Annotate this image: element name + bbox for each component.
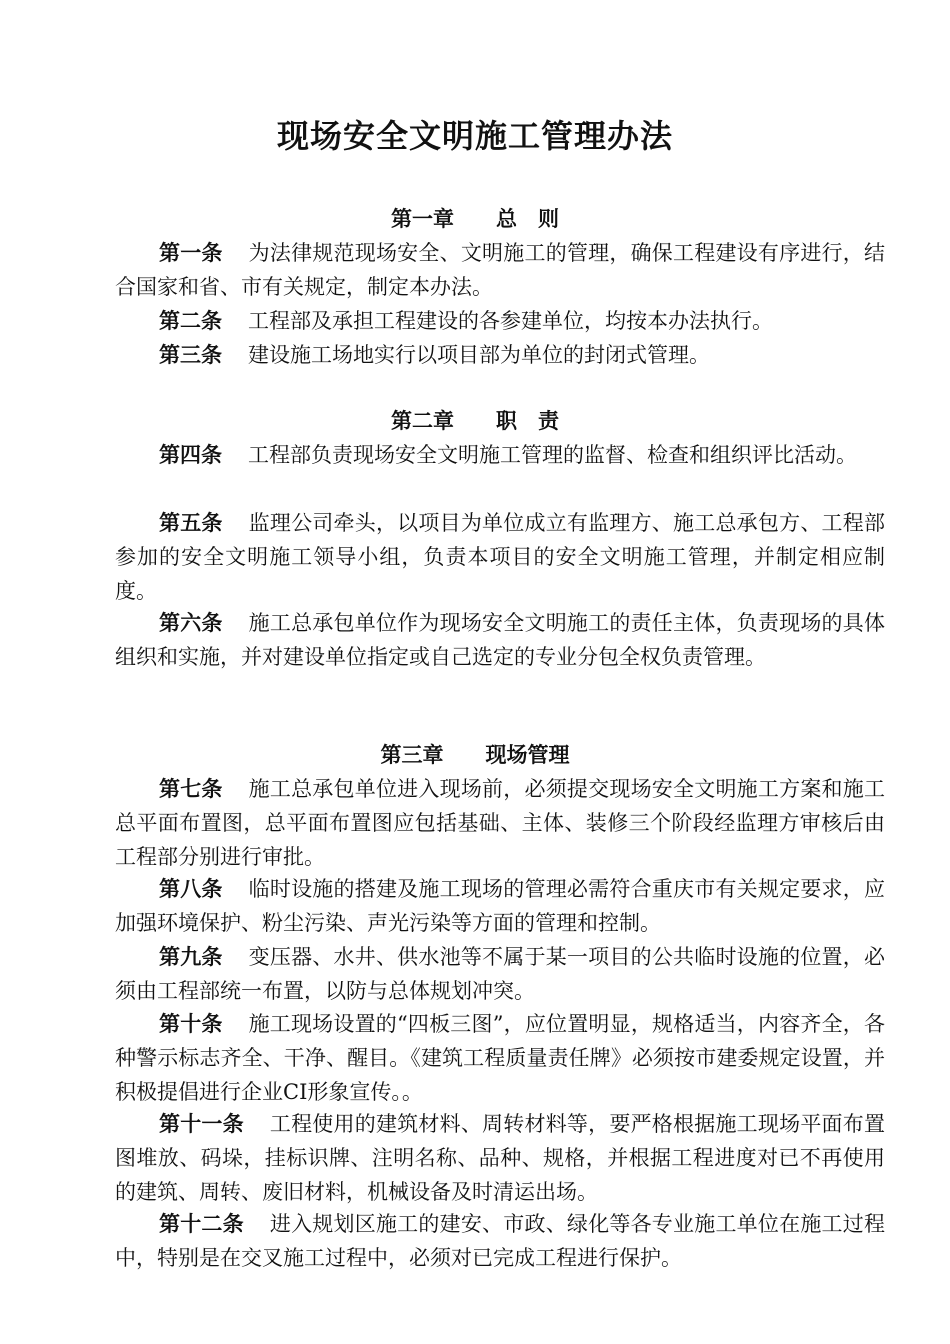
- article-number: 第十二条: [159, 1212, 244, 1236]
- article-text: 施工总承包单位作为现场安全文明施工的责任主体，负责现场的具体组织和实施，并对建设单位指定或自己选定的专业分包全权负责管理。: [115, 611, 885, 669]
- article-number: 第五条: [159, 511, 223, 535]
- article-number: 第七条: [159, 777, 223, 801]
- article-paragraph: [115, 1007, 885, 1109]
- article-paragraph: [115, 438, 885, 472]
- article-paragraph: [115, 338, 885, 372]
- article-paragraph: [115, 606, 885, 674]
- article-paragraph: [115, 872, 885, 940]
- article-number: 第十一条: [159, 1112, 244, 1136]
- article-text: 变压器、水井、供水池等不属于某一项目的公共临时设施的位置，必须由工程部统一布置，以防与总体规划冲突。: [115, 945, 885, 1003]
- article-paragraph: [115, 940, 885, 1008]
- article-text: 施工现场设置的“四板三图”，应位置明显，规格适当，内容齐全，各种警示标志齐全、干净、醒目。《建筑工程质量责任牌》必须按市建委规定设置，并积极提倡进行企业CI形象宣传。。: [115, 1012, 885, 1104]
- article-number: 第三条: [159, 343, 222, 367]
- article-number: 第二条: [159, 309, 222, 333]
- article-paragraph: [115, 236, 885, 304]
- chapter-heading: 第一章 总 则: [391, 207, 559, 231]
- chapter-heading: 第二章 职 责: [391, 409, 559, 433]
- article-number: 第八条: [159, 877, 223, 901]
- article-paragraph: [115, 1107, 885, 1209]
- article-text: 建设施工场地实行以项目部为单位的封闭式管理。: [248, 343, 710, 367]
- article-text: 工程部负责现场安全文明施工管理的监督、检查和组织评比活动。: [248, 443, 857, 467]
- article-text: 进入规划区施工的建安、市政、绿化等各专业施工单位在施工过程中，特别是在交叉施工过程中，必须对已完成工程进行保护。: [115, 1212, 885, 1270]
- article-text: 施工总承包单位进入现场前，必须提交现场安全文明施工方案和施工总平面布置图，总平面布置图应包括基础、主体、装修三个阶段经监理方审核后由工程部分别进行审批。: [115, 777, 885, 869]
- article-paragraph: [115, 1207, 885, 1275]
- article-number: 第四条: [159, 443, 222, 467]
- article-text: 为法律规范现场安全、文明施工的管理，确保工程建设有序进行，结合国家和省、市有关规定，制定本办法。: [115, 241, 885, 299]
- document-title: 现场安全文明施工管理办法: [276, 117, 673, 155]
- article-text: 临时设施的搭建及施工现场的管理必需符合重庆市有关规定要求，应加强环境保护、粉尘污染、声光污染等方面的管理和控制。: [115, 877, 885, 935]
- article-number: 第一条: [159, 241, 223, 265]
- article-number: 第六条: [159, 611, 223, 635]
- article-paragraph: [115, 506, 885, 608]
- article-number: 第九条: [159, 945, 223, 969]
- article-number: 第十条: [159, 1012, 223, 1036]
- article-text: 工程使用的建筑材料、周转材料等，要严格根据施工现场平面布置图堆放、码垛，挂标识牌、注明名称、品种、规格，并根据工程进度对已不再使用的建筑、周转、废旧材料，机械设备及时清运出场。: [115, 1112, 885, 1204]
- article-text: 工程部及承担工程建设的各参建单位，均按本办法执行。: [248, 309, 773, 333]
- article-paragraph: [115, 772, 885, 874]
- article-text: 监理公司牵头，以项目为单位成立有监理方、施工总承包方、工程部参加的安全文明施工领导小组，负责本项目的安全文明施工管理，并制定相应制度。: [115, 511, 885, 603]
- chapter-heading: 第三章 现场管理: [380, 743, 570, 767]
- article-paragraph: [115, 304, 885, 338]
